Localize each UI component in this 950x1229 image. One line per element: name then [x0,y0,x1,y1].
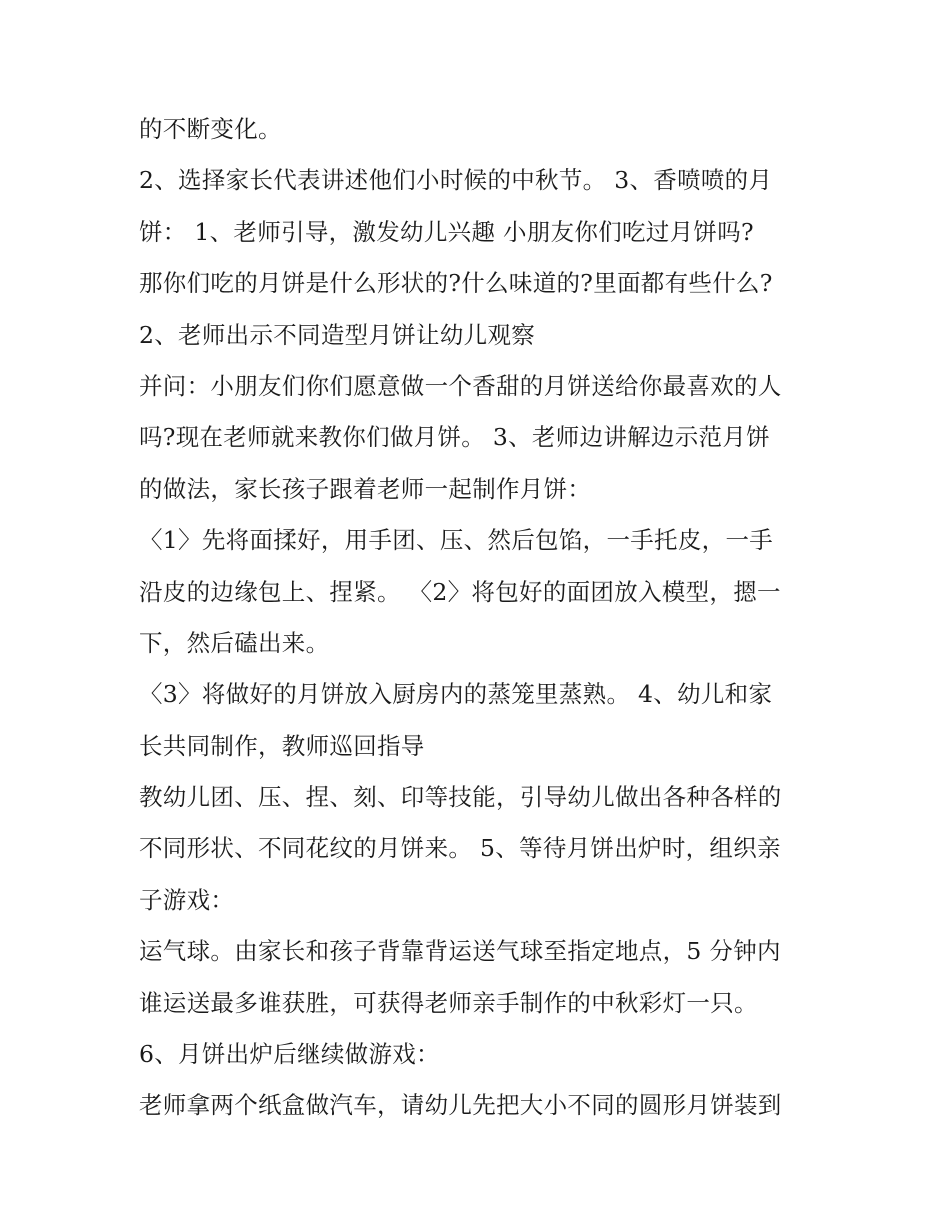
text-line: 6、月饼出炉后继续做游戏： [139,1040,440,1069]
text-line: 〈3〉将做好的月饼放入厨房内的蒸笼里蒸熟。 4、幼儿和家 [139,680,773,709]
text-line: 谁运送最多谁获胜，可获得老师亲手制作的中秋彩灯一只。 [139,988,758,1017]
text-line: 饼： 1、老师引导，激发幼儿兴趣 小朋友你们吃过月饼吗? [139,217,754,246]
text-line: 老师拿两个纸盒做汽车，请幼儿先把大小不同的圆形月饼装到 [139,1091,782,1120]
text-line: 子游戏： [139,885,235,914]
text-line: 并问：小朋友们你们愿意做一个香甜的月饼送给你最喜欢的人 [139,371,782,400]
text-line: 下，然后磕出来。 [139,628,330,657]
text-line: 2、老师出示不同造型月饼让幼儿观察 [139,320,536,349]
text-line: 运气球。由家长和孩子背靠背运送气球至指定地点，5 分钟内 [139,937,781,966]
text-line: 吗?现在老师就来教你们做月饼。 3、老师边讲解边示范月饼 [139,423,770,452]
text-line: 的做法，家长孩子跟着老师一起制作月饼： [139,474,592,503]
text-line: 教幼儿团、压、捏、刻、印等技能，引导幼儿做出各种各样的 [139,783,782,812]
text-line: 沿皮的边缘包上、捏紧。 〈2〉将包好的面团放入模型，摁一 [139,577,781,606]
text-line: 那你们吃的月饼是什么形状的?什么味道的?里面都有些什么? [139,269,773,298]
text-line: 长共同制作，教师巡回指导 [139,731,425,760]
document-body [139,108,829,1136]
text-line: 〈1〉先将面揉好，用手团、压、然后包馅，一手托皮，一手 [139,526,774,555]
text-line: 不同形状、不同花纹的月饼来。 5、等待月饼出炉时，组织亲 [139,834,781,863]
text-line: 的不断变化。 [139,115,282,143]
text-line: 2、选择家长代表讲述他们小时候的中秋节。 3、香喷喷的月 [139,166,773,195]
